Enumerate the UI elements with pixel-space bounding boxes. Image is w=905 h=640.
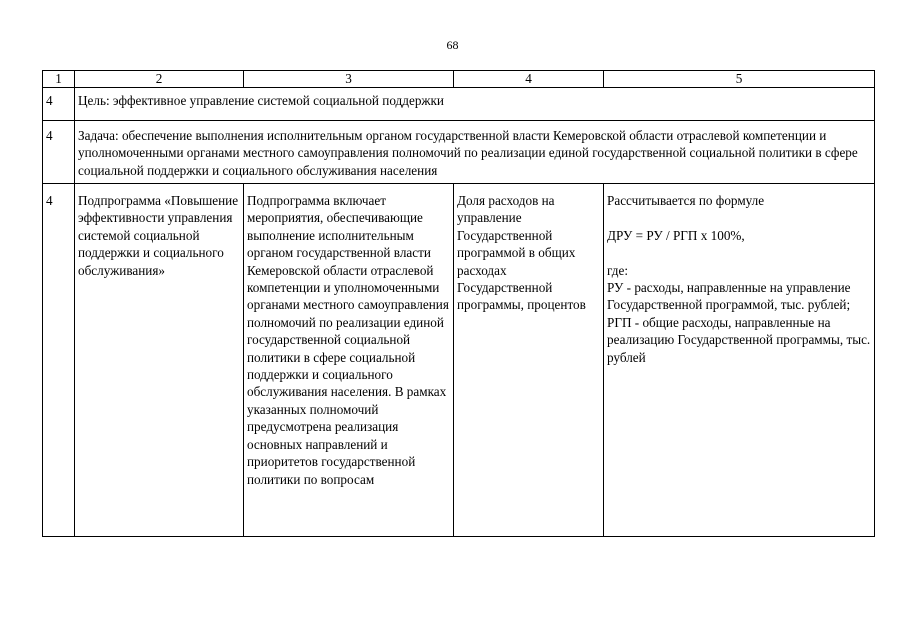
calculation-method (604, 184, 875, 537)
subprogram-row-number: 4 (43, 184, 75, 537)
subprogram-name: Подпрограмма «Повышение эффективности управления системой социальной поддержки и социального обслуживания» (75, 184, 244, 537)
definition-ru: РУ - расходы, направленные на управление Государственной программой, тыс. рублей; (607, 280, 851, 313)
task-row (43, 121, 875, 184)
page-number: 68 (446, 38, 459, 52)
header-cell-1: 1 (43, 71, 75, 88)
goal-row-number: 4 (43, 88, 75, 121)
indicator-name: Доля расходов на управление Государственной программой в общих расходах Государственной программы, процентов (454, 184, 604, 537)
definition-rgp: РГП - общие расходы, направленные на реализацию Государственной программы, тыс. рублей (607, 314, 871, 365)
header-row (43, 71, 875, 88)
header-cell-5: 5 (604, 71, 875, 88)
goal-text: Цель: эффективное управление системой социальной поддержки (75, 88, 875, 121)
spacer (607, 209, 871, 226)
where-label: где: (607, 262, 628, 278)
header-cell-4: 4 (454, 71, 604, 88)
task-row-number: 4 (43, 121, 75, 184)
header-cell-2: 2 (75, 71, 244, 88)
subprogram-row (43, 184, 875, 537)
task-text: Задача: обеспечение выполнения исполнительным органом государственной власти Кемеровской области отраслевой компетенции и уполномоченными органами местного самоуправления полномочий по реализации единой государственной социальной политики в сфере социальной поддержки и социального обслуживания населения (75, 121, 875, 184)
goal-row (43, 88, 875, 121)
indicator-table (42, 70, 875, 537)
spacer (607, 244, 871, 261)
formula: ДРУ = РУ / РГП x 100%, (607, 227, 745, 243)
header-cell-3: 3 (244, 71, 454, 88)
method-intro: Рассчитывается по формуле (607, 193, 765, 208)
subprogram-description: Подпрограмма включает мероприятия, обеспечивающие выполнение исполнительным органом государственной власти Кемеровской области отраслевой компетенции и уполномоченными органами местного самоуправления полномочий по реализации единой государственной социальной политики в сфере социальной поддержки и социального обслуживания населения. В рамках указанных полномочий предусмотрена реализация основных направлений и приоритетов государственной политики по вопросам (244, 184, 454, 537)
